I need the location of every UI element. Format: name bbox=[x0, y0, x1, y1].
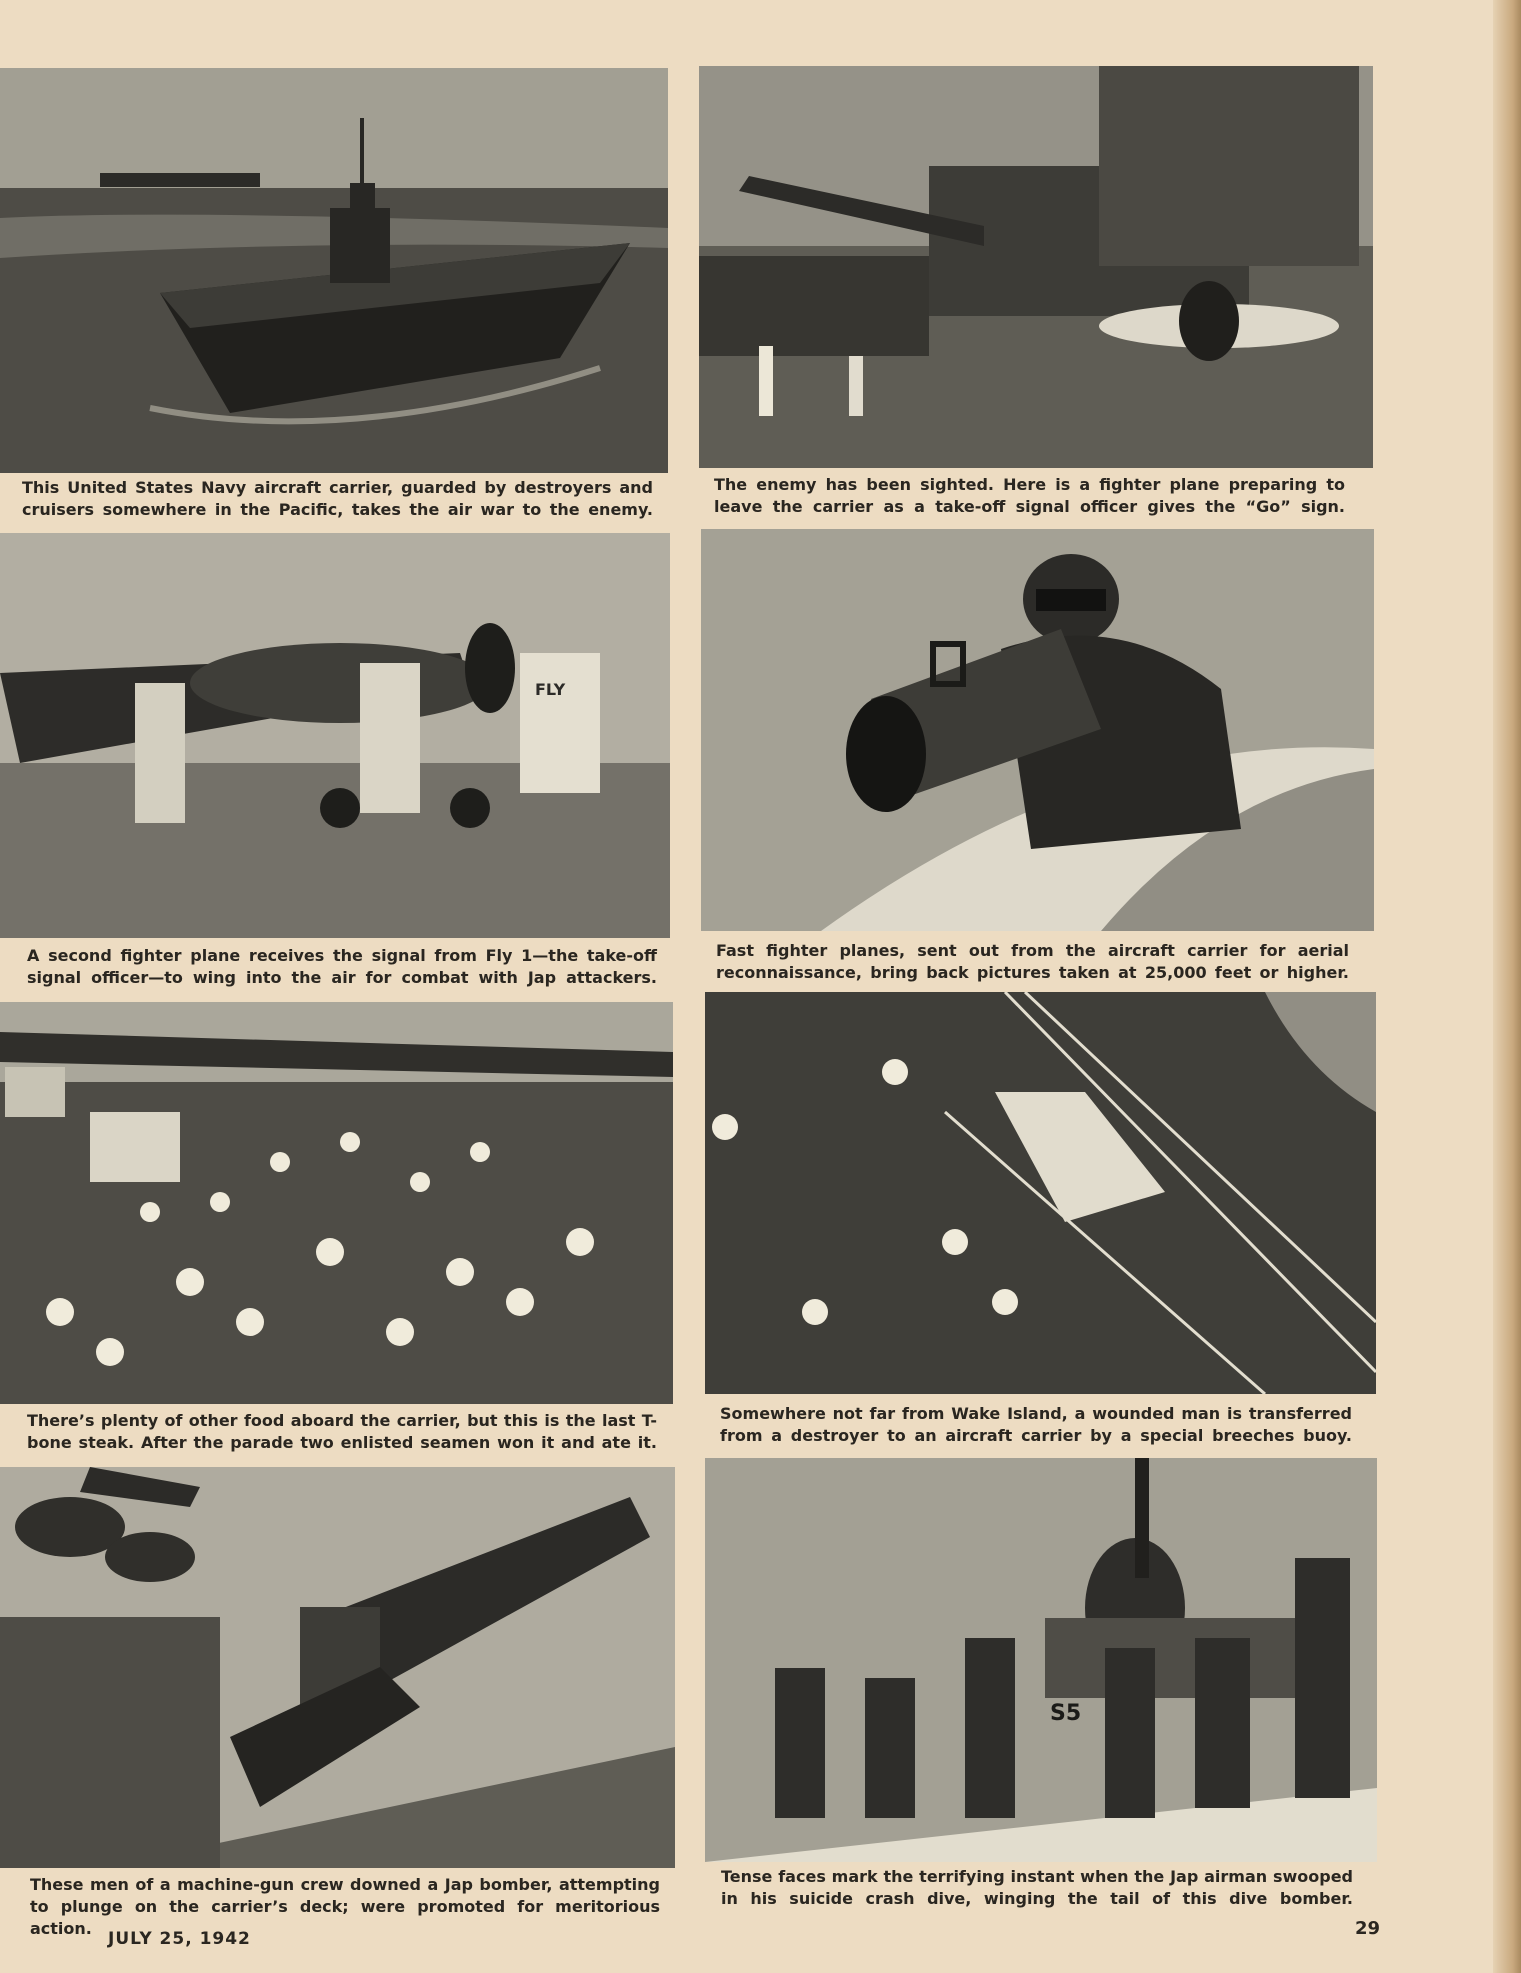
caption-reconnaissance: Fast fighter planes, sent out from the aircraft carrier for aerial reconnaissance, bring back pictures taken at 25,000 feet or higher. bbox=[716, 941, 1349, 982]
fly-jersey-text: FLY bbox=[535, 680, 566, 699]
plane-number-text: S5 bbox=[1050, 1701, 1082, 1726]
dive-bomber-illustration bbox=[705, 1458, 1377, 1862]
takeoff-illustration bbox=[699, 66, 1373, 468]
carrier-illustration bbox=[0, 68, 668, 473]
issue-date: JULY 25, 1942 bbox=[108, 1929, 251, 1949]
photo-reconnaissance bbox=[701, 529, 1374, 931]
page-number: 29 bbox=[1355, 1918, 1381, 1939]
caption-breeches-buoy: Somewhere not far from Wake Island, a wounded man is transferred from a destroyer to an aircraft carrier by a special breeches buoy. bbox=[720, 1404, 1352, 1445]
machine-gun-illustration bbox=[0, 1467, 675, 1868]
caption-fighter-takeoff: The enemy has been sighted. Here is a fighter plane preparing to leave the carrier as a take-off signal officer gives the “Go” sign. bbox=[714, 475, 1345, 516]
caption-dive-bomber-crew: Tense faces mark the terrifying instant when the Jap airman swooped in his suicide crash dive, winging the tail of this dive bomber. bbox=[721, 1867, 1353, 1908]
caption-second-fighter: A second fighter plane receives the signal from Fly 1—the take-off signal officer—to wing into the air for combat with Jap attackers. bbox=[27, 946, 657, 987]
caption-machine-gun-crew: These men of a machine-gun crew downed a Jap bomber, attempting to plunge on the carrier’s deck; were promoted for meritorious action. bbox=[30, 1875, 660, 1938]
photo-aircraft-carrier bbox=[0, 68, 668, 473]
photo-fighter-takeoff bbox=[699, 66, 1373, 468]
breeches-buoy-illustration bbox=[705, 992, 1376, 1394]
photo-second-fighter bbox=[0, 533, 670, 938]
caption-steak-parade: There’s plenty of other food aboard the carrier, but this is the last T-bone steak. After the parade two enlisted seamen won it and ate it. bbox=[27, 1411, 657, 1452]
caption-aircraft-carrier: This United States Navy aircraft carrier, guarded by destroyers and cruisers somewhere in the Pacific, takes the air war to the enemy. bbox=[22, 478, 653, 519]
photo-breeches-buoy bbox=[705, 992, 1376, 1394]
page-edge bbox=[1493, 0, 1521, 1973]
photo-machine-gun-crew bbox=[0, 1467, 675, 1868]
photo-dive-bomber-crew bbox=[705, 1458, 1377, 1862]
second-fighter-illustration bbox=[0, 533, 670, 938]
reconnaissance-illustration bbox=[701, 529, 1374, 931]
parade-illustration bbox=[0, 1002, 673, 1404]
photo-steak-parade bbox=[0, 1002, 673, 1404]
